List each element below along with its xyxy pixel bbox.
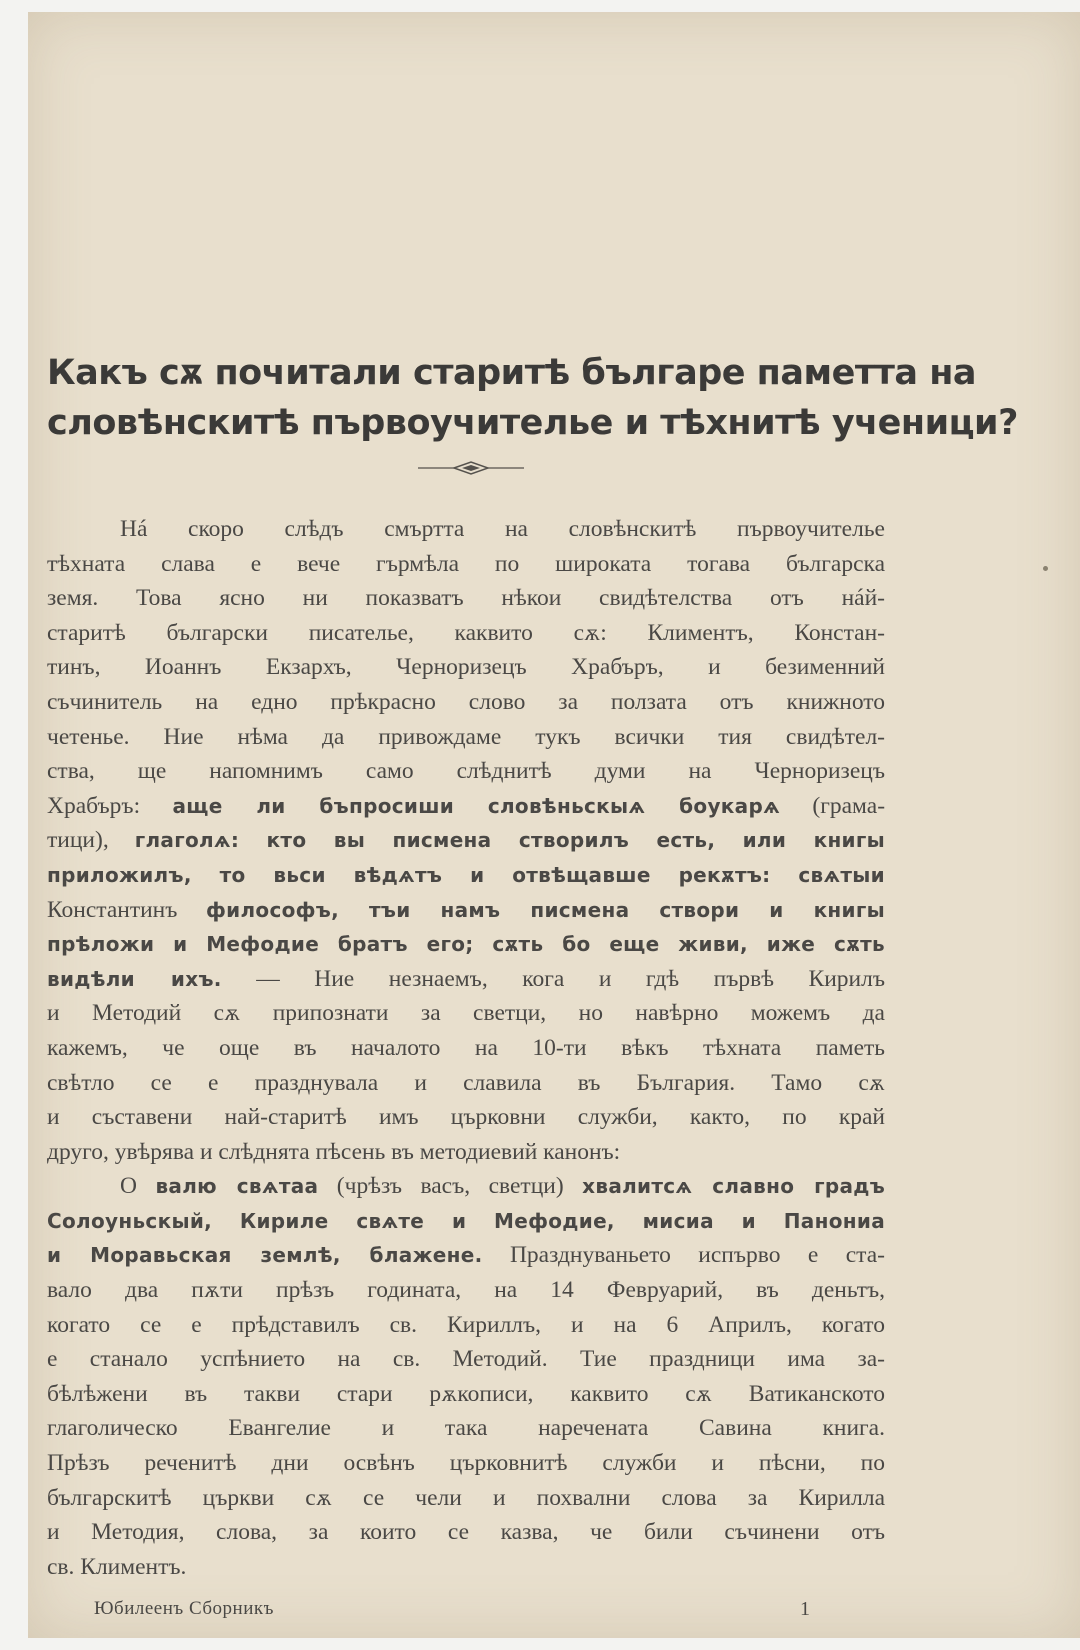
text-line: тинъ, Иоаннъ Екзархъ, Черноризецъ Храбъръ, и безименний — [47, 654, 885, 681]
text-line: Нá скоро слѣдъ смъртта на словѣнскитѣ първоучителье — [120, 516, 885, 542]
book-title-footer: Юбилеенъ Сборникъ — [94, 1598, 274, 1619]
article-body — [47, 512, 885, 1584]
plain-text: (чрѣзъ васъ, светци) — [336, 1173, 564, 1200]
text-line: Прѣзъ реченитѣ дни освѣнъ църковнитѣ служби и пѣсни, по — [47, 1450, 885, 1477]
page-number: 1 — [800, 1598, 810, 1620]
text-line: старитѣ български писателье, каквито сѫ: Климентъ, Констан- — [47, 619, 885, 646]
old-slavonic-quote: философъ, тъи намъ писмена створи и книгы — [206, 897, 886, 922]
text-line: бѣлѣжени въ такви стари рѫкописи, каквито сѫ Ватиканското — [47, 1380, 885, 1407]
text-line: българскитѣ църкви сѫ се чели и похвални слова за Кирилла — [47, 1484, 885, 1511]
text-line: когато се е прѣдставилъ св. Кириллъ, и на 6 Априлъ, когато — [47, 1311, 885, 1338]
plain-text: (грама- — [812, 792, 886, 819]
title-line-2: словѣнскитѣ първоучителье и тѣхнитѣ ученици? — [47, 403, 1018, 443]
text-line: ства, ще напомнимъ само слѣднитѣ думи на Черноризецъ — [47, 758, 885, 785]
old-slavonic-quote: видѣли ихъ. — [47, 966, 222, 991]
old-slavonic-quote: и Моравьская землѣ, блажене. — [47, 1243, 483, 1268]
chapter-title — [47, 348, 1018, 448]
text-line — [47, 962, 885, 997]
text-line: кажемъ, че още въ началото на 10-ти вѣкъ тѣхната паметь — [47, 1034, 885, 1061]
text-line: е станало успѣнието на св. Методий. Тие праздници има за- — [47, 1346, 885, 1373]
text-line: и Методия, слова, за които се казва, че били съчинени отъ — [47, 1519, 885, 1546]
diamond-rule-ornament-icon — [418, 460, 524, 476]
text-line: тѣхната слава е вече гърмѣла по широката тогава българска — [47, 550, 885, 577]
old-slavonic-quote: прѣложи и Мефодие братъ его; сѫть бо еще живи, иже сѫть — [47, 932, 885, 957]
old-slavonic-quote: приложилъ, то вьси вѣдѧтъ и отвѣщавше рекѫтъ: свѧтыи — [47, 862, 885, 887]
text-line — [47, 1169, 885, 1204]
plain-text: Константинъ — [47, 896, 178, 923]
old-slavonic-quote: хвалитсѧ славно градъ — [582, 1174, 886, 1199]
title-line-1: Какъ сѫ почитали старитѣ българе паметта на — [47, 353, 977, 393]
text-line — [47, 789, 885, 824]
text-line: друго, увѣрява и слѣднята пѣсень въ методиевий канонъ: — [47, 1138, 621, 1165]
plain-text: тици), — [47, 827, 109, 854]
text-line: четенье. Ние нѣма да привождаме тукъ всички тия свидѣтел- — [47, 723, 885, 750]
text-line — [47, 893, 885, 928]
text-line: глаголическо Евангелие и така наречената Савина книга. — [47, 1415, 885, 1442]
text-line — [47, 1204, 885, 1239]
text-line: и Методий сѫ припознати за светци, но навѣрно можемъ да — [47, 1000, 885, 1027]
old-slavonic-quote: глаголѧ: кто вы писмена створилъ есть, или книгы — [134, 828, 886, 853]
text-line — [47, 823, 885, 858]
text-line: земя. Това ясно ни показватъ нѣкои свидѣтелства отъ нáй- — [47, 585, 885, 612]
text-line — [47, 1238, 885, 1273]
plain-text: Празднуваньето испърво е ста- — [509, 1242, 885, 1269]
plain-text: — Ние незнаемъ, кога и гдѣ първѣ Кирилъ — [256, 965, 885, 992]
text-line: св. Климентъ. — [47, 1553, 187, 1580]
plain-text: Храбъръ: — [47, 792, 141, 819]
old-slavonic-quote: Солоуньскый, Кириле свѧте и Мефодие, мисиа и Панониа — [47, 1208, 885, 1233]
text-line: свѣтло се е празднувала и славила въ България. Тамо сѫ — [47, 1069, 885, 1096]
text-line — [47, 927, 885, 962]
plain-text: О — [120, 1173, 137, 1200]
text-line: съчинитель на едно прѣкрасно слово за ползата отъ книжното — [47, 688, 885, 715]
text-line: и съставени най-старитѣ имъ църковни служби, както, по край — [47, 1104, 885, 1131]
old-slavonic-quote: валю свѧтаа — [155, 1174, 319, 1199]
text-line — [47, 858, 885, 893]
text-line: вало два пѫти прѣзъ годината, на 14 Февруарий, въ деньтъ, — [47, 1277, 885, 1304]
paper-speck — [1043, 566, 1048, 571]
old-slavonic-quote: аще ли бъпросиши словѣньскыѧ боукарѧ — [172, 793, 781, 818]
